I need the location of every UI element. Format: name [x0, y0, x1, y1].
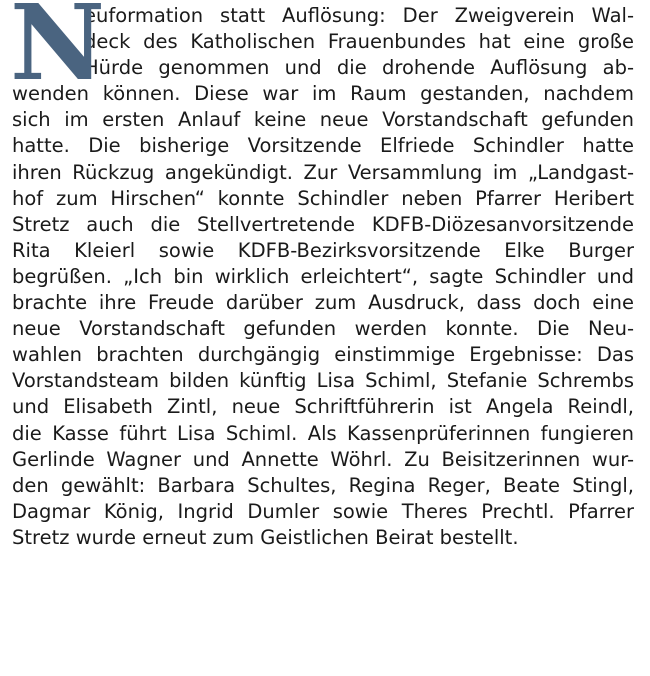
article-line: sich im ersten Anlauf keine neue Vorstandschaft gefunden: [12, 108, 634, 132]
article-line: ihren Rückzug angekündigt. Zur Versammlung im „Landgast-: [12, 160, 634, 184]
article-line: hatte. Die bisherige Vorsitzende Elfriede Schindler hatte: [12, 134, 634, 158]
article-line: Hürde genommen und die drohende Auflösung ab-: [84, 56, 634, 80]
article-line: und Elisabeth Zintl, neue Schriftführerin ist Angela Reindl,: [12, 395, 634, 419]
article-line: neue Vorstandschaft gefunden werden konnte. Die Neu-: [12, 317, 634, 341]
article-line: begrüßen. „Ich bin wirklich erleichtert“, sagte Schindler und: [12, 264, 634, 288]
article-line: den gewählt: Barbara Schultes, Regina Reger, Beate Stingl,: [12, 473, 634, 497]
article-line: die Kasse führt Lisa Schiml. Als Kassenprüferinnen fungieren: [12, 421, 634, 445]
article-line: hof zum Hirschen“ konnte Schindler neben Pfarrer Heribert: [12, 186, 634, 210]
drop-cap: N: [10, 0, 106, 104]
article-line: wenden können. Diese war im Raum gestanden, nachdem: [12, 82, 634, 106]
article-line: deck des Katholischen Frauenbundes hat eine große: [84, 30, 634, 54]
article-line: Gerlinde Wagner und Annette Wöhrl. Zu Beisitzerinnen wur-: [12, 447, 634, 471]
article-line: brachte ihre Freude darüber zum Ausdruck, dass doch eine: [12, 291, 634, 315]
article-line: wahlen brachten durchgängig einstimmige Ergebnisse: Das: [12, 343, 634, 367]
article-line: Vorstandsteam bilden künftig Lisa Schiml, Stefanie Schrembs: [12, 369, 634, 393]
article-line: euformation statt Auflösung: Der Zweigverein Wal-: [84, 4, 634, 27]
article-line: Stretz auch die Stellvertretende KDFB-Diözesanvorsitzende: [12, 212, 634, 236]
article-line: Rita Kleierl sowie KDFB-Bezirksvorsitzende Elke Burger: [12, 238, 634, 262]
article-line-last: Stretz wurde erneut zum Geistlichen Beirat bestellt.: [12, 525, 519, 549]
article-line: Dagmar König, Ingrid Dumler sowie Theres Prechtl. Pfarrer: [12, 499, 634, 523]
